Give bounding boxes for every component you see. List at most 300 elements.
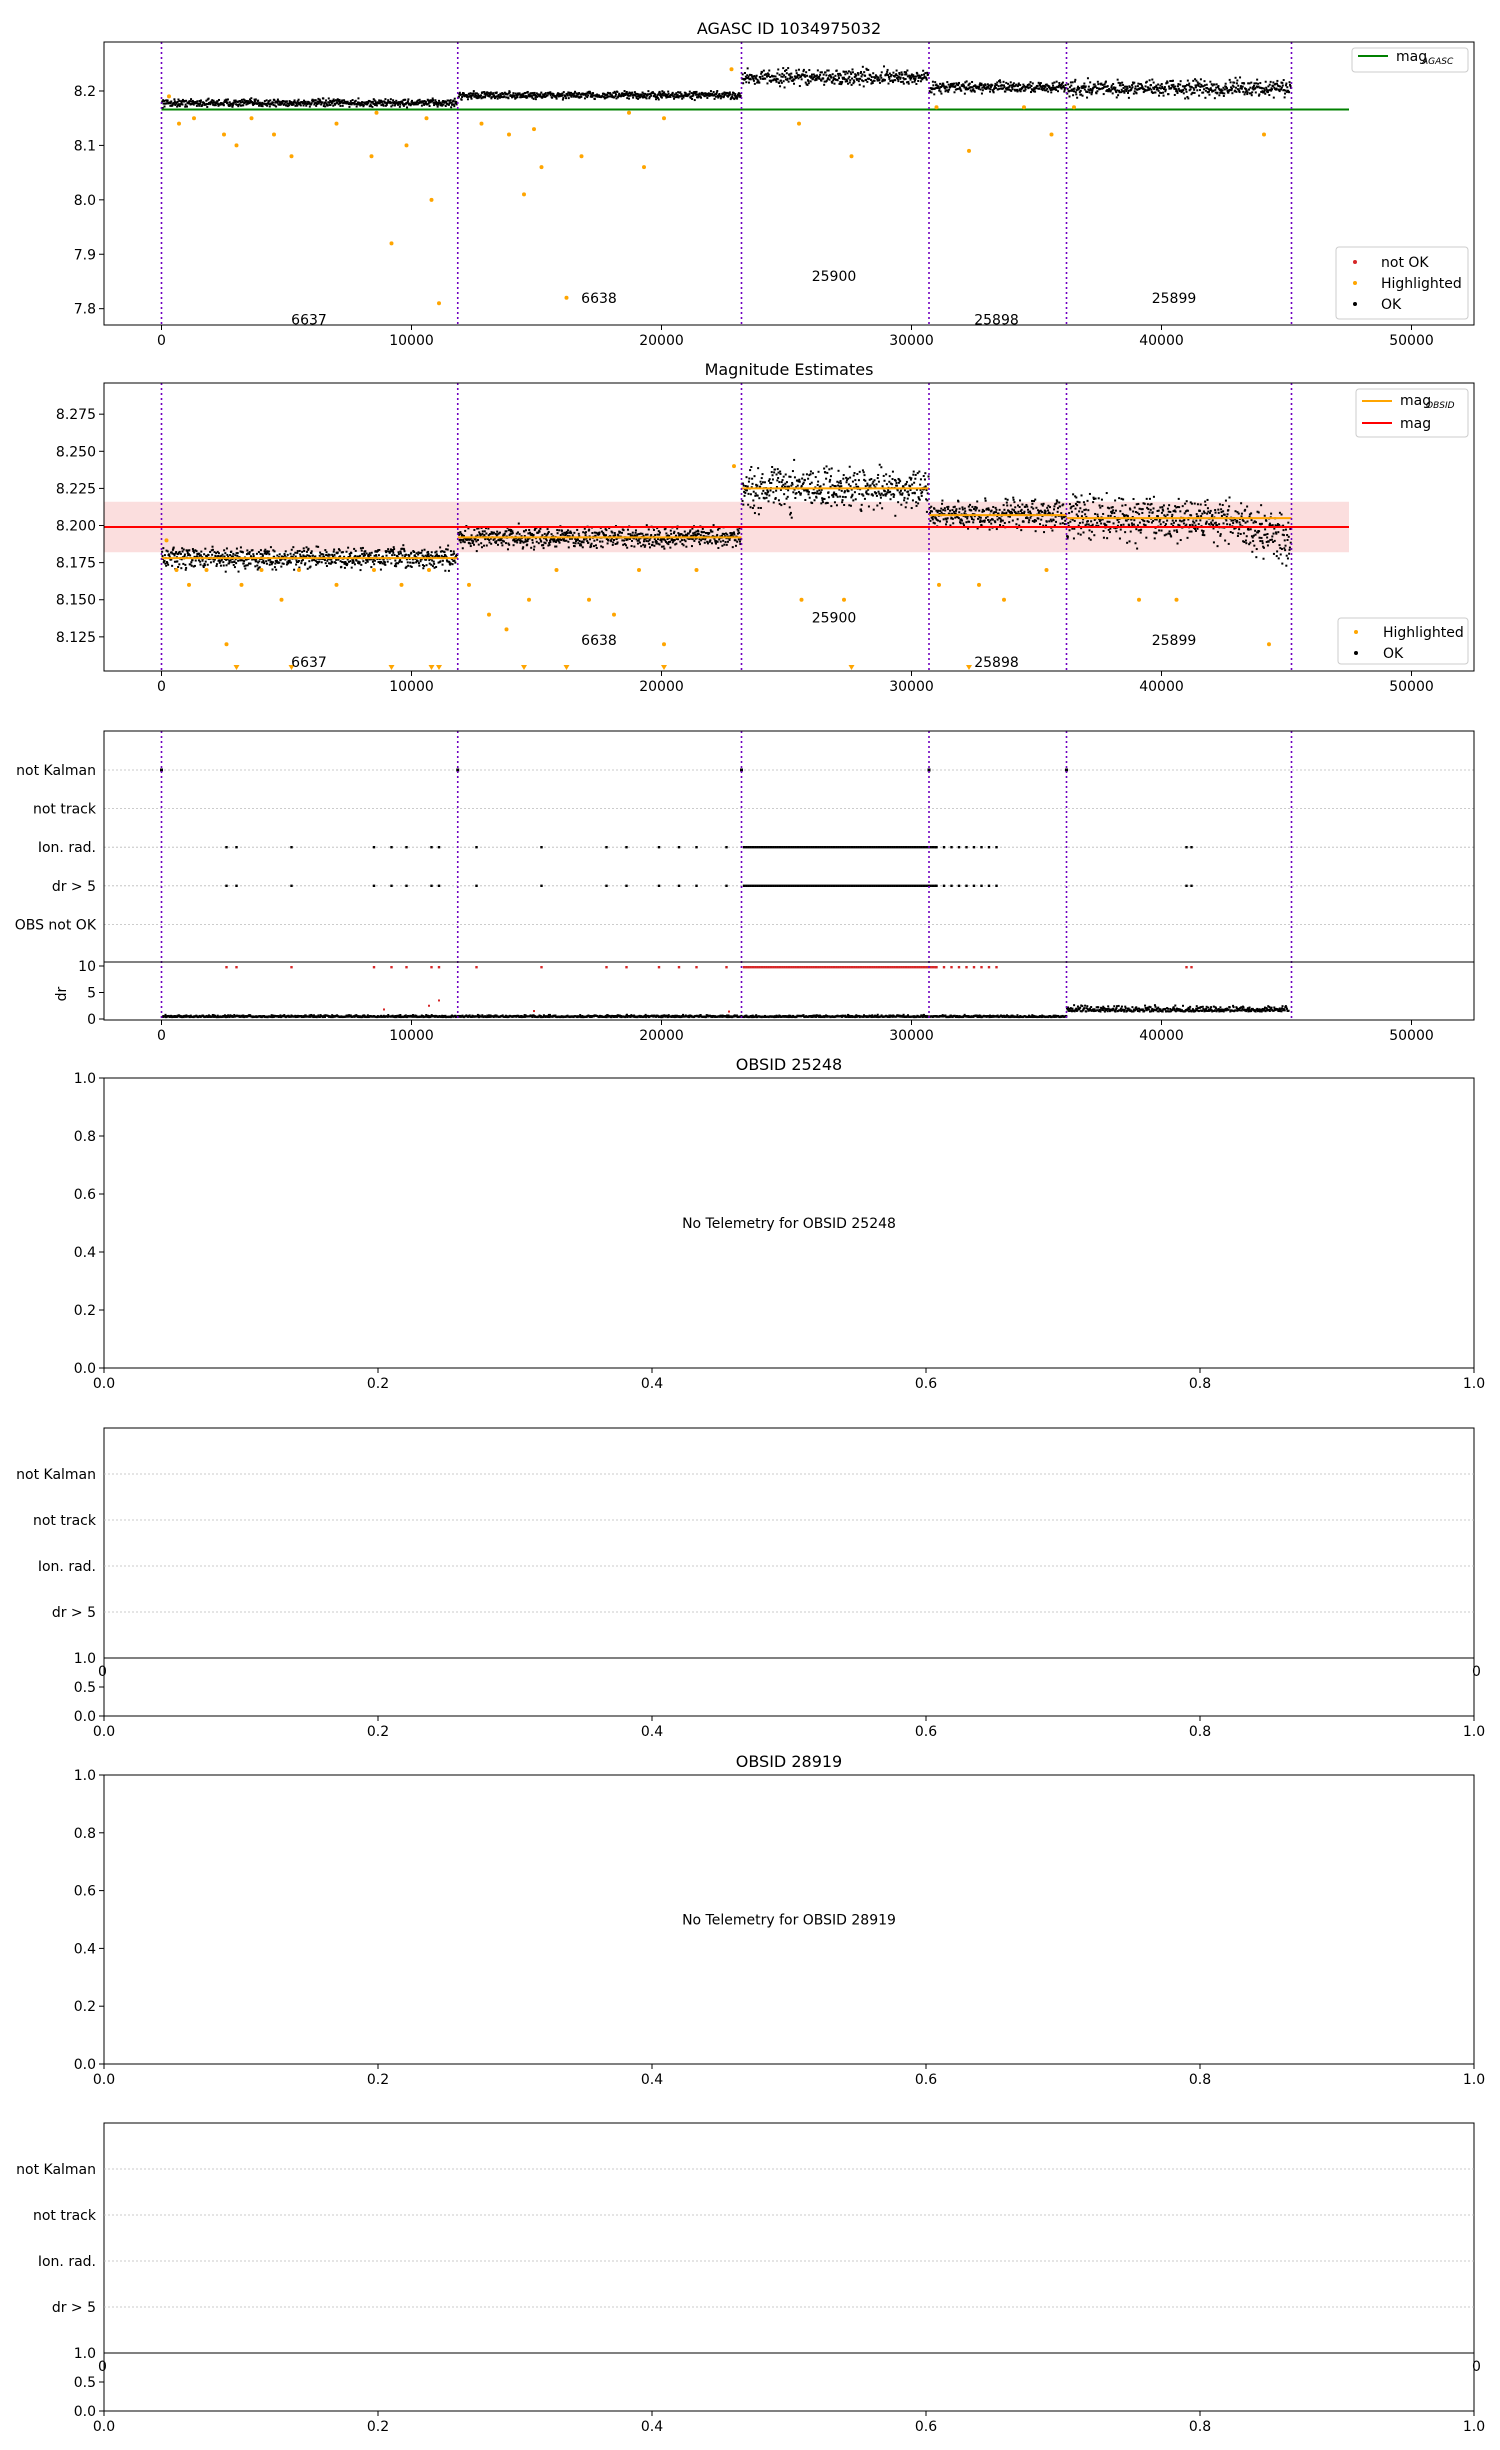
ok-point	[767, 491, 769, 493]
ok-point	[1053, 519, 1055, 521]
ok-point	[360, 564, 362, 566]
ok-point	[233, 564, 235, 566]
ok-point	[891, 74, 893, 76]
ok-point	[1080, 90, 1082, 92]
ok-point	[854, 491, 856, 493]
ok-point	[1092, 501, 1094, 503]
ok-point	[1055, 503, 1057, 505]
ok-point	[783, 476, 785, 478]
ok-point	[1186, 84, 1188, 86]
ok-point	[417, 560, 419, 562]
ok-point	[787, 78, 789, 80]
ok-point	[910, 77, 912, 79]
ok-point	[1283, 79, 1285, 81]
legend-subscript: AGASC	[1422, 57, 1454, 67]
ok-point	[806, 75, 808, 77]
ok-point	[1076, 504, 1078, 506]
ok-point	[1076, 514, 1078, 516]
ok-point	[1012, 520, 1014, 522]
ok-point	[840, 485, 842, 487]
ok-point	[469, 543, 471, 545]
ok-point	[1164, 86, 1166, 88]
ok-point	[829, 481, 831, 483]
ok-point	[952, 522, 954, 524]
ok-point	[890, 494, 892, 496]
ok-point	[859, 471, 861, 473]
ok-point	[205, 561, 207, 563]
ok-point	[434, 99, 436, 101]
ok-point	[1128, 97, 1130, 99]
ok-point	[420, 552, 422, 554]
agasc-x-tick: 10000	[389, 333, 434, 349]
ok-point	[453, 105, 455, 107]
ok-point	[182, 563, 184, 565]
ok-point	[1117, 79, 1119, 81]
ok-point	[888, 78, 890, 80]
ok-point	[1079, 507, 1081, 509]
ok-point	[1118, 497, 1120, 499]
ok-point	[1239, 76, 1241, 78]
ok-point	[853, 81, 855, 83]
ok-point	[624, 90, 626, 92]
ok-point	[1106, 492, 1108, 494]
ok-point	[925, 485, 927, 487]
ok-point	[867, 69, 869, 71]
ok-point	[654, 538, 656, 540]
ok-point	[1095, 85, 1097, 87]
ok-point	[738, 532, 740, 534]
ok-point	[188, 549, 190, 551]
ok-point	[964, 510, 966, 512]
ok-point	[1151, 79, 1153, 81]
ok-point	[764, 481, 766, 483]
ok-point	[909, 485, 911, 487]
ok-point	[1067, 536, 1069, 538]
ok-point	[1081, 511, 1083, 513]
ok-point	[475, 95, 477, 97]
ok-point	[226, 564, 228, 566]
ok-point	[406, 106, 408, 108]
ok-point	[661, 541, 663, 543]
ok-point	[1085, 509, 1087, 511]
ok-point	[840, 74, 842, 76]
ok-point	[796, 72, 798, 74]
ok-point	[995, 509, 997, 511]
ok-point	[176, 560, 178, 562]
ok-point	[1039, 84, 1041, 86]
ok-point	[200, 99, 202, 101]
ok-point	[698, 533, 700, 535]
ok-point	[528, 529, 530, 531]
ok-point	[249, 551, 251, 553]
ok-point	[842, 478, 844, 480]
ok-point	[1094, 513, 1096, 515]
ok-point	[555, 541, 557, 543]
ok-point	[1080, 534, 1082, 536]
ok-point	[685, 540, 687, 542]
ok-point	[180, 553, 182, 555]
ok-point	[1077, 501, 1079, 503]
ok-point	[771, 466, 773, 468]
ok-point	[1215, 87, 1217, 89]
ok-point	[841, 81, 843, 83]
ok-point	[266, 563, 268, 565]
ok-point	[886, 483, 888, 485]
ok-point	[482, 530, 484, 532]
ok-point	[1030, 81, 1032, 83]
ok-point	[425, 101, 427, 103]
ok-point	[308, 548, 310, 550]
ok-point	[294, 99, 296, 101]
ok-point	[808, 493, 810, 495]
ok-point	[982, 89, 984, 91]
ok-point	[567, 541, 569, 543]
ok-point	[649, 539, 651, 541]
ok-point	[438, 100, 440, 102]
ok-point	[206, 106, 208, 108]
ok-point	[1127, 88, 1129, 90]
ok-point	[1073, 528, 1075, 530]
ok-point	[399, 104, 401, 106]
ok-point	[1012, 88, 1014, 90]
ok-point	[1024, 506, 1026, 508]
ok-point	[828, 496, 830, 498]
ok-point	[1034, 91, 1036, 93]
ok-point	[1056, 81, 1058, 83]
ok-point	[517, 531, 519, 533]
ok-point	[371, 552, 373, 554]
ok-point	[929, 520, 931, 522]
ok-point	[1240, 85, 1242, 87]
ok-point	[611, 532, 613, 534]
ok-point	[1271, 88, 1273, 90]
highlighted-point	[730, 67, 734, 71]
ok-point	[803, 69, 805, 71]
ok-point	[1097, 83, 1099, 85]
ok-point	[1204, 84, 1206, 86]
ok-point	[757, 495, 759, 497]
ok-point	[567, 95, 569, 97]
ok-point	[702, 528, 704, 530]
ok-point	[1117, 94, 1119, 96]
ok-point	[843, 474, 845, 476]
ok-point	[817, 481, 819, 483]
ok-point	[1003, 509, 1005, 511]
ok-point	[744, 495, 746, 497]
agasc-y-tick: 8.2	[73, 83, 96, 100]
ok-point	[919, 484, 921, 486]
ok-point	[539, 531, 541, 533]
ok-point	[539, 93, 541, 95]
ok-point	[496, 531, 498, 533]
ok-point	[378, 554, 380, 556]
ok-point	[900, 490, 902, 492]
ok-point	[549, 544, 551, 546]
highlighted-point	[642, 165, 646, 169]
ok-point	[840, 480, 842, 482]
ok-point	[286, 100, 288, 102]
ok-point	[721, 545, 723, 547]
ok-point	[966, 80, 968, 82]
ok-point	[961, 506, 963, 508]
ok-point	[185, 567, 187, 569]
ok-point	[984, 519, 986, 521]
ok-point	[1226, 87, 1228, 89]
ok-point	[804, 479, 806, 481]
ok-point	[816, 492, 818, 494]
ok-point	[1206, 84, 1208, 86]
highlighted-point	[797, 122, 801, 126]
ok-point	[1179, 84, 1181, 86]
ok-point	[280, 566, 282, 568]
ok-point	[407, 100, 409, 102]
ok-point	[903, 499, 905, 501]
ok-point	[616, 91, 618, 93]
ok-point	[822, 78, 824, 80]
ok-point	[661, 97, 663, 99]
ok-point	[1182, 89, 1184, 91]
ok-point	[870, 484, 872, 486]
ok-point	[653, 545, 655, 547]
ok-point	[926, 489, 928, 491]
highlighted-point	[390, 241, 394, 245]
ok-point	[1028, 521, 1030, 523]
ok-point	[1190, 88, 1192, 90]
ok-point	[450, 106, 452, 108]
ok-point	[819, 74, 821, 76]
ok-point	[392, 552, 394, 554]
ok-point	[884, 490, 886, 492]
ok-point	[264, 100, 266, 102]
ok-point	[602, 546, 604, 548]
ok-point	[748, 493, 750, 495]
ok-point	[196, 550, 198, 552]
ok-point	[1125, 90, 1127, 92]
ok-point	[495, 540, 497, 542]
ok-point	[713, 91, 715, 93]
ok-point	[1097, 81, 1099, 83]
ok-point	[285, 550, 287, 552]
ok-point	[859, 78, 861, 80]
ok-point	[883, 65, 885, 67]
ok-point	[828, 491, 830, 493]
ok-point	[1077, 533, 1079, 535]
ok-point	[284, 555, 286, 557]
ok-point	[321, 101, 323, 103]
ok-point	[1244, 93, 1246, 95]
ok-point	[756, 75, 758, 77]
ok-point	[486, 545, 488, 547]
ok-point	[190, 561, 192, 563]
ok-point	[1177, 85, 1179, 87]
ok-point	[746, 476, 748, 478]
ok-point	[1060, 512, 1062, 514]
ok-point	[174, 554, 176, 556]
ok-point	[165, 103, 167, 105]
ok-point	[793, 459, 795, 461]
ok-point	[459, 531, 461, 533]
ok-point	[514, 95, 516, 97]
ok-point	[841, 490, 843, 492]
ok-point	[762, 75, 764, 77]
ok-point	[173, 547, 175, 549]
agasc-y-tick: 8.1	[73, 138, 96, 155]
ok-point	[1096, 92, 1098, 94]
ok-point	[823, 483, 825, 485]
ok-point	[727, 541, 729, 543]
ok-point	[1199, 83, 1201, 85]
ok-point	[390, 562, 392, 564]
ok-point	[594, 98, 596, 100]
ok-point	[890, 498, 892, 500]
ok-point	[934, 522, 936, 524]
ok-point	[1026, 506, 1028, 508]
ok-point	[283, 563, 285, 565]
ok-point	[914, 492, 916, 494]
ok-point	[1051, 87, 1053, 89]
ok-point	[849, 477, 851, 479]
ok-point	[1114, 89, 1116, 91]
ok-point	[753, 80, 755, 82]
ok-point	[200, 554, 202, 556]
ok-point	[816, 79, 818, 81]
ok-point	[992, 519, 994, 521]
ok-point	[864, 498, 866, 500]
ok-point	[298, 99, 300, 101]
ok-point	[637, 543, 639, 545]
ok-point	[865, 79, 867, 81]
ok-point	[432, 99, 434, 101]
ok-point	[903, 83, 905, 85]
ok-point	[768, 495, 770, 497]
ok-point	[832, 484, 834, 486]
ok-point	[761, 493, 763, 495]
ok-point	[833, 491, 835, 493]
ok-point	[940, 508, 942, 510]
ok-point	[1203, 88, 1205, 90]
ok-point	[619, 531, 621, 533]
ok-point	[1235, 91, 1237, 93]
ok-point	[464, 530, 466, 532]
ok-point	[294, 552, 296, 554]
ok-point	[1174, 86, 1176, 88]
ok-point	[1248, 89, 1250, 91]
ok-point	[1083, 501, 1085, 503]
ok-point	[1236, 79, 1238, 81]
ok-point	[167, 100, 169, 102]
ok-point	[227, 102, 229, 104]
ok-point	[776, 473, 778, 475]
ok-point	[995, 511, 997, 513]
ok-point	[941, 500, 943, 502]
ok-point	[1104, 86, 1106, 88]
ok-point	[341, 99, 343, 101]
ok-point	[1231, 88, 1233, 90]
ok-point	[1249, 82, 1251, 84]
ok-point	[164, 106, 166, 108]
ok-point	[460, 541, 462, 543]
ok-point	[1133, 82, 1135, 84]
ok-point	[292, 546, 294, 548]
ok-point	[1108, 507, 1110, 509]
ok-point	[369, 552, 371, 554]
ok-point	[450, 550, 452, 552]
ok-point	[884, 79, 886, 81]
ok-point	[1134, 88, 1136, 90]
ok-point	[428, 553, 430, 555]
ok-point	[1231, 92, 1233, 94]
ok-point	[987, 519, 989, 521]
ok-point	[720, 541, 722, 543]
ok-point	[653, 529, 655, 531]
ok-point	[490, 543, 492, 545]
ok-point	[501, 544, 503, 546]
ok-point	[223, 549, 225, 551]
ok-point	[811, 482, 813, 484]
ok-point	[531, 539, 533, 541]
ok-point	[864, 474, 866, 476]
ok-point	[503, 95, 505, 97]
ok-point	[332, 561, 334, 563]
ok-point	[991, 510, 993, 512]
ok-point	[898, 76, 900, 78]
ok-point	[1043, 531, 1045, 533]
ok-point	[198, 105, 200, 107]
ok-point	[902, 81, 904, 83]
ok-point	[1020, 90, 1022, 92]
ok-point	[897, 501, 899, 503]
ok-point	[589, 538, 591, 540]
ok-point	[1009, 85, 1011, 87]
ok-point	[1083, 531, 1085, 533]
ok-point	[1191, 86, 1193, 88]
ok-point	[1279, 86, 1281, 88]
ok-point	[1082, 95, 1084, 97]
ok-point	[783, 493, 785, 495]
ok-point	[790, 476, 792, 478]
ok-point	[745, 81, 747, 83]
ok-point	[563, 91, 565, 93]
ok-point	[513, 544, 515, 546]
ok-point	[870, 478, 872, 480]
ok-point	[350, 552, 352, 554]
highlighted-point	[507, 133, 511, 137]
ok-point	[213, 561, 215, 563]
ok-point	[892, 471, 894, 473]
ok-point	[561, 530, 563, 532]
ok-point	[481, 91, 483, 93]
ok-point	[1169, 80, 1171, 82]
ok-point	[782, 484, 784, 486]
ok-point	[1048, 86, 1050, 88]
ok-point	[1172, 84, 1174, 86]
ok-point	[632, 97, 634, 99]
ok-point	[407, 565, 409, 567]
ok-point	[1109, 531, 1111, 533]
ok-point	[1055, 521, 1057, 523]
ok-point	[1154, 91, 1156, 93]
ok-point	[1019, 506, 1021, 508]
ok-point	[779, 85, 781, 87]
ok-point	[770, 489, 772, 491]
ok-point	[447, 545, 449, 547]
ok-point	[1027, 517, 1029, 519]
ok-point	[404, 99, 406, 101]
ok-point	[335, 562, 337, 564]
ok-point	[395, 100, 397, 102]
ok-point	[476, 550, 478, 552]
ok-point	[612, 541, 614, 543]
